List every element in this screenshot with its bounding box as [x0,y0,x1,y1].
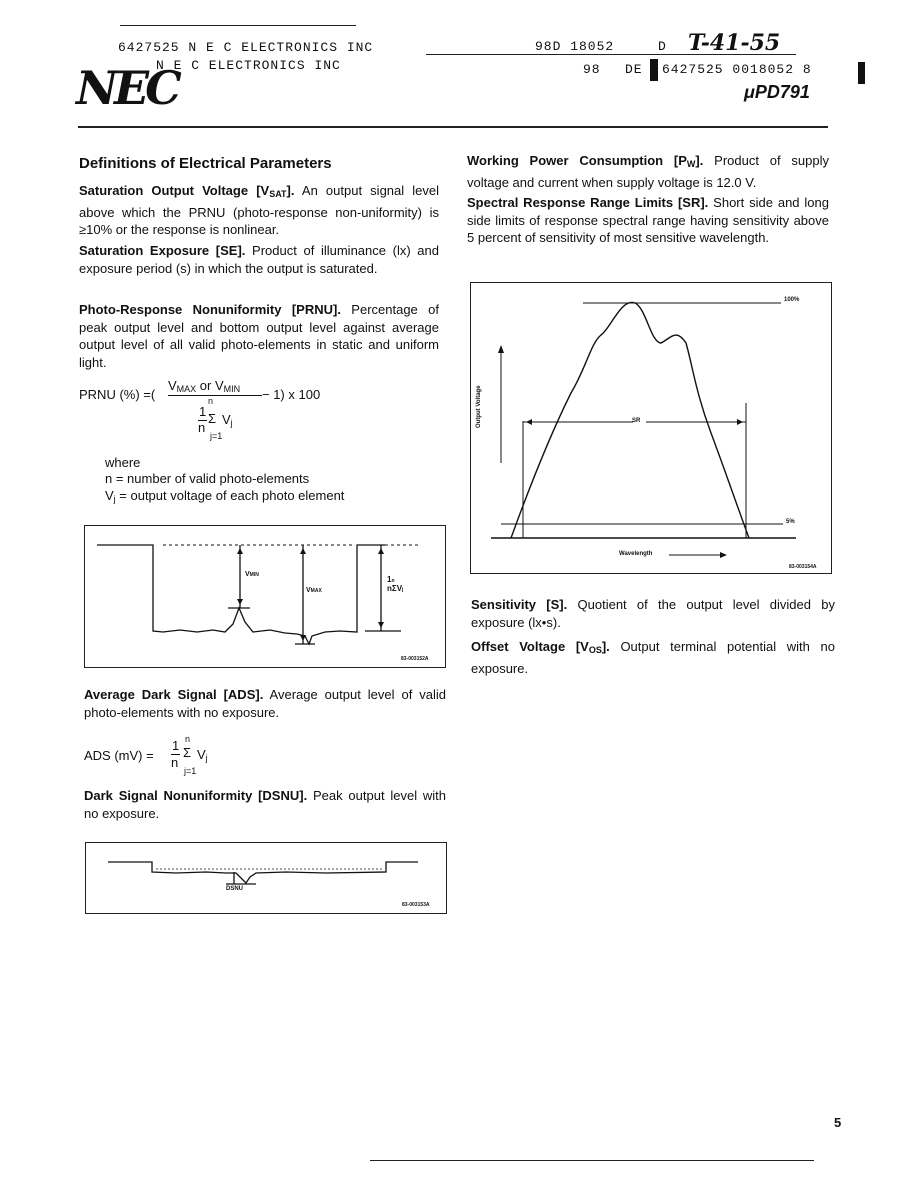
ads-equation [84,734,284,784]
prnu-equation [79,378,379,448]
fig1-vmin-label: VMIN [245,571,259,578]
ads-term: Average Dark Signal [ADS]. [84,687,264,702]
ads-frac-den: n [171,755,179,770]
sum-top: n [208,396,214,406]
prnu-waveform [85,526,445,667]
dsnu-term: Dark Signal Nonuniformity [DSNU]. [84,788,308,803]
dsnu-waveform [86,843,446,913]
fig2-code: 83-003153A [402,902,430,908]
pw-definition [467,152,829,191]
ads-sum-bottom: j=1 [184,766,197,776]
sum-frac-num: 1 [199,404,207,419]
ads-definition [84,686,446,721]
prnu-definition [79,301,439,371]
header-line2-mid: 98 [583,62,601,77]
figure-spectral-response [470,282,832,574]
where-label: where [105,455,141,470]
prnu-text: Percentage of peak output level and bottom output level against average output level of all valid photo-elements in static and uniform light. [79,302,439,370]
ads-frac-num: 1 [172,738,180,753]
fig3-sr-label: SR [632,418,641,424]
where-v: $V_j$ = output voltage of each photo element [105,488,345,504]
header-line1-d: D [658,39,667,54]
vsat-definition [79,182,439,239]
ads-text: Average output level of valid photo-elements with no exposure. [84,687,446,720]
sum-bottom: j=1 [210,431,223,441]
sr-definition [467,194,829,247]
s-term: Sensitivity [S]. [471,597,568,612]
sum-v: $V_j$ [222,412,233,428]
vos-definition [471,638,835,677]
page-number: 5 [834,1115,842,1130]
prnu-lhs: PRNU (%) =( [79,387,156,402]
part-number: μPD791 [744,82,810,102]
ads-sum-top: n [185,734,191,744]
se-definition [79,242,439,277]
header-black-bar-right [858,62,865,84]
header-line1-mid: 98D 18052 [535,39,615,54]
section-title: Definitions of Electrical Parameters [79,155,332,172]
vos-text: Output terminal potential with no exposure. [471,639,835,676]
fig1-avg-label: 1n nΣVj [387,575,404,593]
fig3-100-label: 100% [784,297,800,303]
dsnu-text: Peak output level with no exposure. [84,788,446,821]
spectral-response-curve [471,283,831,573]
header-black-bar [650,59,658,81]
se-text: Product of illuminance (lx) and exposure period (s) in which the output is saturated. [79,243,439,276]
top-rule [120,25,356,26]
ads-lhs: ADS (mV) = [84,748,154,763]
fig3-y-axis-label: Output Voltage [476,385,482,428]
prnu-numerator: $V_{MAX}$ or $V_{MIN}$ [168,378,241,394]
header-line2-code: 6427525 0018052 8 [662,62,812,77]
header-rule [78,126,828,128]
header-line2-left: N E C ELECTRONICS INC [156,58,341,73]
vos-term: Offset Voltage $[V_{OS}]$. [471,639,610,655]
pw-text: Product of supply voltage and current when supply voltage is 12.0 V. [467,153,829,190]
se-term: Saturation Exposure [SE]. [79,243,246,258]
where-n: n = number of valid photo-elements [105,471,310,486]
fig3-x-axis-label: Wavelength [619,551,653,557]
pw-term: Working Power Consumption $[P_W]$. [467,153,704,169]
fig1-code: 83-003152A [401,656,429,662]
fig3-5-label: 5% [786,519,795,525]
sum-frac-den: n [198,420,206,435]
prnu-fraction-bar [168,395,262,396]
header-handwritten: T-41-55 [688,30,781,56]
figure-prnu [84,525,446,668]
sum-symbol: Σ [208,411,217,426]
s-definition [471,596,835,631]
figure-dsnu [85,842,447,914]
ads-v: $V_j$ [197,747,208,763]
fig1-vmax-label: VMAX [306,587,322,594]
vsat-term: Saturation Output Voltage $[V_{SAT}]$. [79,183,295,199]
prnu-tail: − 1) x 100 [262,387,321,402]
nec-logo: NEC [76,61,178,115]
s-text: Quotient of the output level divided by exposure (lx•s). [471,597,835,630]
fig3-code: 83-003154A [789,564,817,570]
header-line2-de: DE [625,62,643,77]
header-line1-left: 6427525 N E C ELECTRONICS INC [118,40,374,55]
ads-sum-symbol: Σ [183,745,192,760]
sr-text: Short side and long side limits of response spectral range having sensitivity above 5 percent of sensitivity of most sensitive wavelength. [467,195,829,245]
prnu-term: Photo-Response Nonuniformity [PRNU]. [79,302,341,317]
footer-rule [370,1160,814,1161]
dsnu-definition [84,787,446,822]
vsat-text: An output signal level above which the PRNU (photo-response non-uniformity) is ≥10% or the response is nonlinear. [79,183,439,237]
sr-term: Spectral Response Range Limits [SR]. [467,195,709,210]
fig2-dsnu-label: DSNU [226,886,244,892]
